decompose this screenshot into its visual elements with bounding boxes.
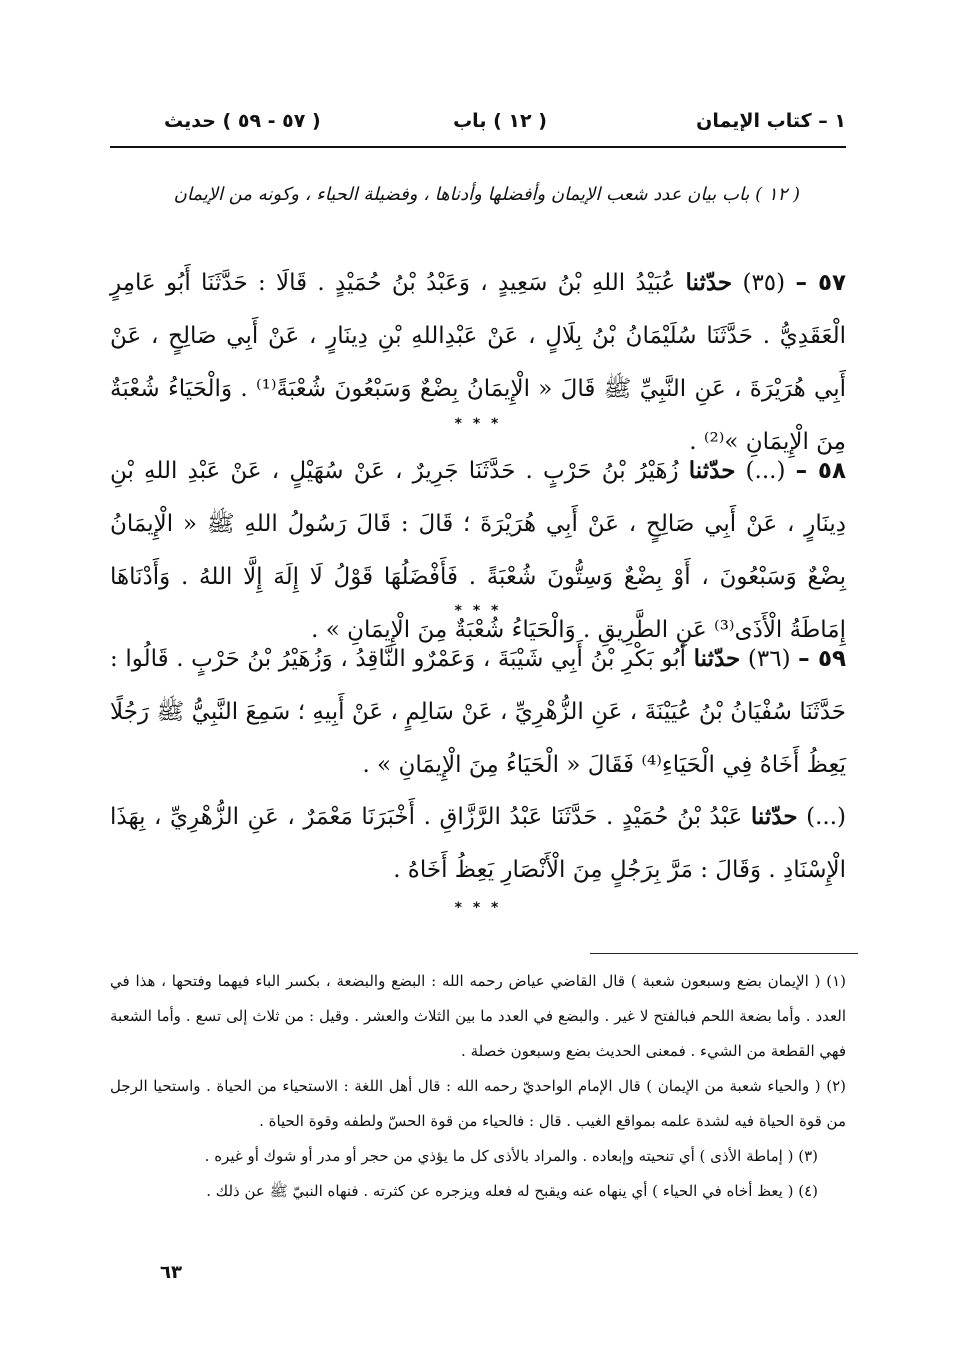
hadith-lead: (٣٥) <box>742 270 786 296</box>
hadith-text: أَبُو بَكْرِ بْنُ أَبِي شَيْبَةَ ، وَعَمْرٌو النَّاقِدُ ، وَزُهَيْرُ بْنُ حَرْبٍ . قَالُوا : حَدَّثَنَا سُفْيَانُ بْنُ عُيَيْنَةَ ، عَنِ الزُّهْرِيِّ ، عَنْ سَالِمٍ ، عَنْ أَبِيهِ ؛ سَمِعَ النَّبِيُّ ﷺ رَجُلًا يَعِظُ أَخَاهُ فِي الْحَيَاءِ⁽⁴⁾ فَقَالَ « الْحَيَاءُ مِنَ الْإِيمَانِ » . <box>110 646 846 778</box>
footnote-4: (٤) ( يعظ أخاه في الحياء ) أي ينهاه عنه ويقبح له فعله ويزجره عن كثرته . فنهاه النبيّ ﷺ عن ذلك . <box>206 1182 818 1200</box>
hadith-lead: (...) <box>806 804 847 830</box>
footnotes <box>110 964 846 1209</box>
hadith-lead: (...) <box>745 458 786 484</box>
hadith-number: ٥٨ – <box>795 458 846 484</box>
haddathana-word: حدّثنا <box>693 645 741 672</box>
bab-header: ( ١٢ ) باب <box>453 110 547 132</box>
hadith-58 <box>110 444 846 657</box>
hadith-range-header: ( ٥٧ - ٥٩ ) حديث <box>164 110 321 132</box>
hadith-text: عَبْدُ بْنُ حُمَيْدٍ . حَدَّثَنَا عَبْدُ الرَّزَّاقِ . أَخْبَرَنَا مَعْمَرٌ ، عَنِ الزُّهْرِيِّ ، بِهَذَا الْإِسْنَادِ . وَقَالَ : مَرَّ بِرَجُلٍ مِنَ الْأَنْصَارِ يَعِظُ أَخَاهُ . <box>110 804 846 883</box>
hadith-lead: (٣٦) <box>747 646 791 672</box>
haddathana-word: حدّثنا <box>685 269 733 296</box>
section-separator: * * * <box>454 603 502 619</box>
haddathana-word: حدّثنا <box>688 457 736 484</box>
hadith-number: ٥٧ – <box>795 270 847 296</box>
footnote-2: (٢) ( والحياء شعبة من الإيمان ) قال الإمام الواحديّ رحمه الله : قال أهل اللغة : الاستحياء من الحياة . واستحيا الرجل من قوة الحياة فيه لشدة علمه بمواقع الغيب . قال : فالحياء من قوة الحسّ ولطفه وقوة الحياة . <box>110 1077 846 1130</box>
footnote-3: (٣) ( إماطة الأذى ) أي تنحيته وإبعاده . والمراد بالأذى كل ما يؤذي من حجر أو مدر أو شوك أو غيره . <box>204 1147 818 1165</box>
page-number: ٦٣ <box>160 1262 182 1283</box>
hadith-text: زُهَيْرُ بْنُ حَرْبٍ . حَدَّثَنَا جَرِيرٌ ، عَنْ سُهَيْلٍ ، عَنْ عَبْدِ اللهِ بْنِ دِينَارٍ ، عَنْ أَبِي صَالِحٍ ، عَنْ أَبِي هُرَيْرَةَ ؛ قَالَ : قَالَ رَسُولُ اللهِ ﷺ « الْإِيمَانُ بِضْعٌ وَسَبْعُونَ ، أَوْ بِضْعٌ وَسِتُّونَ شُعْبَةً . فَأَفْضَلُهَا قَوْلُ لَا إِلَهَ إِلَّا اللهُ . وَأَدْنَاهَا إِمَاطَةُ الْأَذَى⁽³⁾ عَنِ الطَّرِيقِ . وَالْحَيَاءُ شُعْبَةٌ مِنَ الْإِيمَانِ » . <box>110 458 846 643</box>
chapter-title: ( ١٢ ) باب بيان عدد شعب الإيمان وأفضلها وأدناها ، وفضيلة الحياء ، وكونه من الإيمان <box>173 184 800 205</box>
hadith-59-variant <box>110 790 846 897</box>
hadith-57 <box>110 256 846 469</box>
hadith-59 <box>110 632 846 792</box>
hadith-number: ٥٩ – <box>798 646 847 672</box>
haddathana-word: حدّثنا <box>750 803 798 830</box>
footnote-rule <box>590 953 858 954</box>
hadith-text: عُبَيْدُ اللهِ بْنُ سَعِيدٍ ، وَعَبْدُ بْنُ حُمَيْدٍ . قَالَا : حَدَّثَنَا أَبُو عَامِرٍ الْعَقَدِيُّ . حَدَّثَنَا سُلَيْمَانُ بْنُ بِلَالٍ ، عَنْ عَبْدِاللهِ بْنِ دِينَارٍ ، عَنْ أَبِي صَالِحٍ ، عَنْ أَبِي هُرَيْرَةَ ، عَنِ النَّبِيِّ ﷺ قَالَ « الْإِيمَانُ بِضْعٌ وَسَبْعُونَ شُعْبَةً⁽¹⁾ . وَالْحَيَاءُ شُعْبَةٌ مِنَ الْإِيمَانِ »⁽²⁾ . <box>110 270 846 455</box>
chapter-header: ١ – كتاب الإيمان <box>696 110 846 132</box>
footnote-1: (١) ( الإيمان بضع وسبعون شعبة ) قال القاضي عياض رحمه الله : البضع والبضعة ، بكسر الباء فيهما وفتحها ، هذا في العدد . وأما بضعة اللحم فبالفتح لا غير . والبضع في العدد ما بين الثلاث والعشر . وقيل : من ثلاث إلى تسع . وأما الشعبة فهي القطعة من الشيء . فمعنى الحديث بضع وسبعون خصلة . <box>110 972 846 1060</box>
section-separator: * * * <box>454 416 502 432</box>
section-separator: * * * <box>454 900 502 916</box>
header-rule <box>110 146 846 148</box>
running-header <box>110 104 846 144</box>
